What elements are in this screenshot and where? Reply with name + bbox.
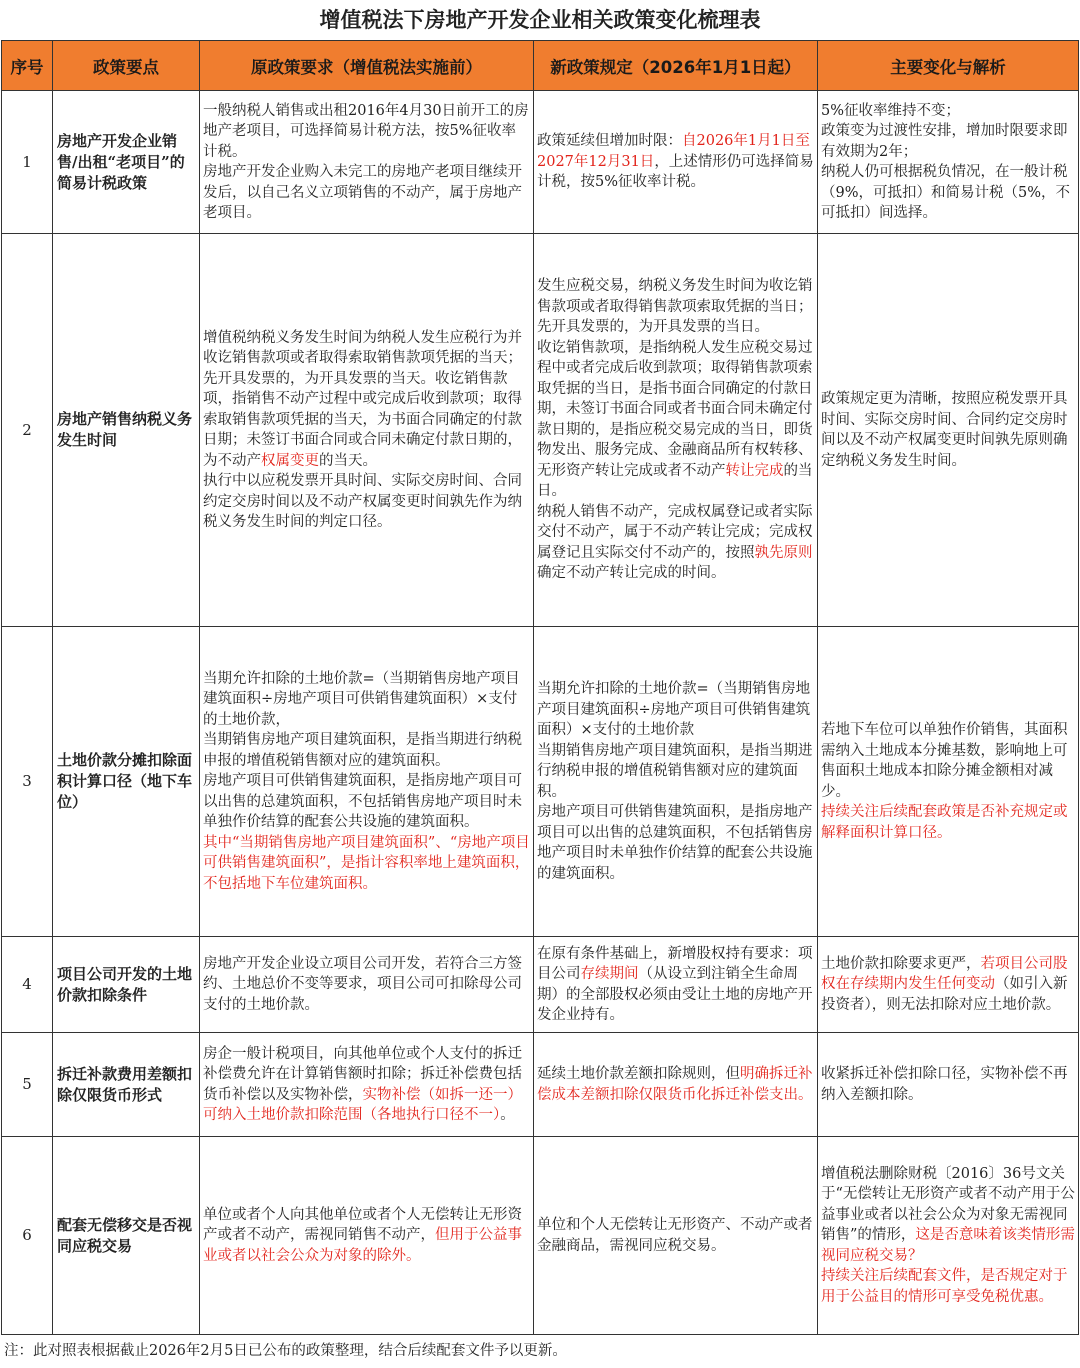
new-policy-cell (534, 91, 818, 234)
new-policy-cell (534, 1137, 818, 1335)
row-number: 5 (2, 1033, 53, 1137)
new-policy-cell-paragraph (537, 276, 814, 338)
text-segment: 。 (500, 1107, 515, 1123)
text-segment: 确定不动产转让完成的时间。 (537, 565, 726, 582)
text-segment: 政策规定更为清晰，按照应税发票开具时间、实际交房时间、合同约定交房时间以及不动产权属变更时间孰先原则确定纳税义务发生时间。 (821, 391, 1068, 469)
highlight-text: 孰先原则 (754, 544, 813, 561)
old-policy-cell-paragraph (203, 771, 530, 833)
text-segment: 收讫销售款项，是指纳税人发生应税交易过程中或者完成后收到款项；取得销售款项索取凭据的当日，是指书面合同确定的付款日期，未签订书面合同或者书面合同未确定付款日期的，是指应税交易完成的当日，即货物发出、服务完成、金融商品所有权转移、无形资产转让完成或者不动产 (537, 339, 813, 479)
text-segment: 土地价款扣除要求更严， (821, 955, 981, 972)
text-segment: 收紧拆迁补偿扣除口径，实物补偿不再纳入差额扣除。 (821, 1066, 1068, 1103)
text-segment: 纳税人仍可根据税负情况，在一般计税（9%，可抵扣）和简易计税（5%，不可抵扣）间选择。 (821, 164, 1071, 221)
old-policy-cell-paragraph (203, 954, 530, 1016)
new-policy-cell (534, 937, 818, 1033)
row-number: 1 (2, 91, 53, 234)
new-policy-cell-paragraph (537, 741, 814, 803)
highlight-text: 其中“当期销售房地产项目建筑面积”、“房地产项目可供销售建筑面积”，是指计容积率地上建筑面积，不包括地下车位建筑面积。 (203, 834, 530, 892)
text-segment: 房地产开发企业设立项目公司开发，若符合三方签约、土地总价不变等要求，项目公司可扣除母公司支付的土地价款。 (203, 955, 522, 1013)
highlight-text: 明确拆迁补偿成本差额扣除仅限货币化拆迁补偿支出。 (537, 1066, 813, 1103)
new-policy-cell-paragraph (537, 502, 814, 584)
new-policy-cell (534, 234, 818, 627)
text-segment: 增值税纳税义务发生时间为纳税人发生应税行为并收讫销售款项或者取得索取销售款项凭据的当天；先开具发票的，为开具发票的当天。收讫销售款项，指销售不动产过程中或完成后收到款项；取得索取销售款项凭据的当天，为书面合同确定的付款日期；未签订书面合同或合同未确定付款日期的，为不动产 (203, 329, 522, 469)
text-segment: 一般纳税人销售或出租2016年4月30日前开工的房地产老项目，可选择简易计税方法，按5%征收率计税。 (203, 102, 529, 160)
header-policy-point: 政策要点 (53, 41, 200, 91)
row-number: 4 (2, 937, 53, 1033)
highlight-text: 持续关注后续配套政策是否补充规定或解释面积计算口径。 (821, 804, 1068, 841)
new-policy-cell (534, 1033, 818, 1137)
old-policy-cell-paragraph (203, 1205, 530, 1267)
text-segment: 当期销售房地产项目建筑面积，是指当期进行纳税申报的增值税销售额对应的建筑面积。 (537, 742, 813, 800)
header-analysis: 主要变化与解析 (818, 41, 1079, 91)
table-row (2, 1137, 1079, 1335)
text-segment: 单位和个人无偿转让无形资产、不动产或者金融商品，需视同应税交易。 (537, 1217, 813, 1254)
policy-point: 房地产销售纳税义务发生时间 (53, 234, 200, 627)
analysis-cell-paragraph (821, 389, 1075, 471)
text-segment: 当期允许扣除的土地价款=（当期销售房地产项目建筑面积÷房地产项目可供销售建筑面积）×支付的土地价款 (537, 681, 811, 738)
text-segment: ，上述情形仍可选择简易计税，按5%征收率计税。 (537, 153, 814, 191)
text-segment: 纳税人销售不动产，完成权属登记或者实际交付不动产，属于不动产转让完成；完成权属登记且实际交付不动产的，按照 (537, 503, 813, 561)
old-policy-cell (200, 937, 534, 1033)
old-policy-cell (200, 234, 534, 627)
highlight-text: 权属变更 (261, 452, 319, 469)
analysis-cell-paragraph (821, 1064, 1075, 1105)
row-number: 6 (2, 1137, 53, 1335)
old-policy-cell (200, 627, 534, 937)
row-number: 2 (2, 234, 53, 627)
highlight-text: 转让完成 (725, 462, 784, 479)
policy-table (1, 40, 1079, 1335)
text-segment: 政策变为过渡性安排，增加时限要求即有效期为2年； (821, 123, 1068, 160)
analysis-cell-paragraph (821, 101, 1075, 122)
analysis-cell (818, 91, 1079, 234)
highlight-text: 但用于公益事业或者以社会公众为对象的除外。 (203, 1227, 522, 1264)
policy-point: 配套无偿移交是否视同应税交易 (53, 1137, 200, 1335)
text-segment: 单位或者个人向其他单位或者个人无偿转让无形资产或者不动产，需视同销售不动产， (203, 1206, 522, 1244)
text-segment: 5%征收率维持不变； (821, 102, 961, 119)
footnote: 注：此对照表根据截止2026年2月5日已公布的政策整理，结合后续配套文件予以更新。 (4, 1343, 567, 1359)
highlight-text: 若项目公司股权在存续期内发生任何变动 (821, 955, 1068, 993)
text-segment: 政策延续但增加时限： (537, 133, 682, 150)
text-segment: （从设立到注销全生命周期）的全部股权必须由受让土地的房地产开发企业持有。 (537, 966, 813, 1023)
header-index: 序号 (2, 41, 53, 91)
text-segment: 的当天。 (319, 452, 377, 469)
analysis-cell-paragraph (821, 802, 1075, 843)
table-row (2, 627, 1079, 937)
policy-point: 房地产开发企业销售/出租“老项目”的简易计税政策 (53, 91, 200, 234)
text-segment: 当期销售房地产项目建筑面积，是指当期进行纳税申报的增值税销售额对应的建筑面积。 (203, 732, 522, 769)
old-policy-cell-paragraph (203, 1044, 530, 1126)
table-row (2, 1033, 1079, 1137)
new-policy-cell-paragraph (537, 1215, 814, 1256)
header-old-policy: 原政策要求（增值税法实施前） (200, 41, 534, 91)
policy-point: 土地价款分摊扣除面积计算口径（地下车位） (53, 627, 200, 937)
new-policy-cell-paragraph (537, 944, 814, 1026)
old-policy-cell (200, 1033, 534, 1137)
analysis-cell-paragraph (821, 954, 1075, 1016)
row-number: 3 (2, 627, 53, 937)
analysis-cell-paragraph (821, 1164, 1075, 1267)
new-policy-cell-paragraph (537, 338, 814, 502)
old-policy-cell-paragraph (203, 669, 530, 731)
old-policy-cell-paragraph (203, 162, 530, 224)
text-segment: 延续土地价款差额扣除规则，但 (537, 1066, 740, 1082)
new-policy-cell-paragraph (537, 802, 814, 884)
old-policy-cell-paragraph (203, 471, 530, 533)
new-policy-cell-paragraph (537, 679, 814, 741)
highlight-text: 实物补偿（如拆一还一）可纳入土地价款扣除范围（各地执行口径不一） (203, 1086, 522, 1123)
policy-point: 项目公司开发的土地价款扣除条件 (53, 937, 200, 1033)
analysis-cell (818, 627, 1079, 937)
analysis-cell (818, 1137, 1079, 1335)
text-segment: 在原有条件基础上，新增股权持有要求：项目公司 (537, 945, 813, 982)
table-row (2, 91, 1079, 234)
text-segment: 的当日。 (537, 462, 813, 500)
table-row (2, 234, 1079, 627)
new-policy-cell-paragraph (537, 131, 814, 193)
policy-point: 拆迁补款费用差额扣除仅限货币形式 (53, 1033, 200, 1137)
table-header-row (2, 41, 1079, 91)
header-new-policy: 新政策规定（2026年1月1日起） (534, 41, 818, 91)
analysis-cell (818, 234, 1079, 627)
highlight-text: 这是否意味着该类情形需视同应税交易？ (821, 1227, 1075, 1264)
highlight-text: 自2026年1月1日至2027年12月31日 (537, 133, 810, 170)
analysis-cell-paragraph (821, 720, 1075, 802)
new-policy-cell (534, 627, 818, 937)
old-policy-cell-paragraph (203, 101, 530, 163)
text-segment: 当期允许扣除的土地价款=（当期销售房地产项目建筑面积÷房地产项目可供销售建筑面积）×支付的土地价款， (203, 670, 520, 728)
highlight-text: 存续期间 (580, 966, 639, 982)
text-segment: 执行中以应税发票开具时间、实际交房时间、合同约定交房时间以及不动产权属变更时间孰先作为纳税义务发生时间的判定口径。 (203, 473, 522, 530)
old-policy-cell-paragraph (203, 833, 530, 895)
text-segment: （如引入新投资者），则无法扣除对应土地价款。 (821, 976, 1068, 1013)
analysis-cell-paragraph (821, 1266, 1075, 1307)
text-segment: 若地下车位可以单独作价销售，其面积需纳入土地成本分摊基数，影响地上可售面积土地成本扣除分摊金额相对减少。 (821, 722, 1068, 800)
text-segment: 房企一般计税项目，向其他单位或个人支付的拆迁补偿费允许在计算销售额时扣除；拆迁补偿费包括货币补偿以及实物补偿， (203, 1045, 522, 1103)
text-segment: 房地产项目可供销售建筑面积，是指房地产项目可以出售的总建筑面积，不包括销售房地产项目时未单独作价结算的配套公共设施的建筑面积。 (537, 804, 813, 882)
page-title: 增值税法下房地产开发企业相关政策变化梳理表 (319, 8, 761, 32)
text-segment: 发生应税交易，纳税义务发生时间为收讫销售款项或者取得销售款项索取凭据的当日；先开具发票的，为开具发票的当日。 (537, 278, 813, 336)
new-policy-cell-paragraph (537, 1064, 814, 1105)
text-segment: 增值税法删除财税〔2016〕36号文关于“无偿转让无形资产或者不动产用于公益事业或者以社会公众为对象无需视同销售”的情形， (821, 1165, 1075, 1244)
old-policy-cell (200, 91, 534, 234)
table-row (2, 937, 1079, 1033)
analysis-cell (818, 1033, 1079, 1137)
old-policy-cell-paragraph (203, 328, 530, 472)
analysis-cell-paragraph (821, 162, 1075, 224)
old-policy-cell (200, 1137, 534, 1335)
analysis-cell-paragraph (821, 121, 1075, 162)
analysis-cell (818, 937, 1079, 1033)
old-policy-cell-paragraph (203, 730, 530, 771)
highlight-text: 持续关注后续配套文件，是否规定对于用于公益目的情形可享受免税优惠。 (821, 1268, 1068, 1305)
text-segment: 房地产项目可供销售建筑面积，是指房地产项目可以出售的总建筑面积，不包括销售房地产项目时未单独作价结算的配套公共设施的建筑面积。 (203, 773, 522, 831)
text-segment: 房地产开发企业购入未完工的房地产老项目继续开发后，以自己名义立项销售的不动产，属于房地产老项目。 (203, 164, 522, 221)
